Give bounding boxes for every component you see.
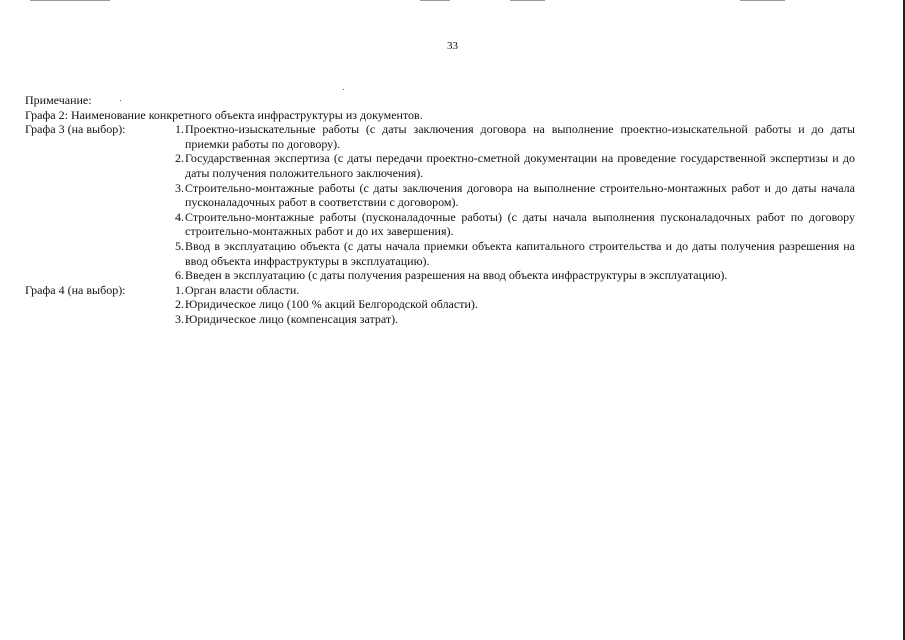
item-text: Строительно-монтажные работы (с даты заключения договора на выполнение строительно-монтажных работ и до даты начала пусконаладочных работ в соответствии с договором). bbox=[185, 180, 855, 210]
notes-block bbox=[25, 93, 855, 327]
list-item bbox=[168, 181, 855, 210]
list-item bbox=[168, 210, 855, 239]
graph3-section bbox=[25, 122, 855, 283]
item-number: 3. bbox=[175, 180, 184, 195]
page-number: 33 bbox=[447, 40, 458, 52]
graph4-label: Графа 4 (на выбор): bbox=[25, 282, 126, 297]
item-number: 4. bbox=[175, 209, 184, 224]
list-item bbox=[168, 151, 855, 180]
item-number: 6. bbox=[175, 268, 184, 283]
scan-speck bbox=[343, 89, 344, 90]
item-text: Юридическое лицо (компенсация затрат). bbox=[185, 311, 399, 326]
graph4-section bbox=[25, 283, 855, 327]
item-text: Строительно-монтажные работы (пусконаладочные работы) (с даты начала выполнения пусконаладочных работ по договору строительно-монтажных работ и до их завершения). bbox=[185, 209, 855, 239]
item-number: 1. bbox=[175, 122, 184, 137]
item-text: Ввод в эксплуатацию объекта (с даты начала приемки объекта капитального строительства и до даты получения разрешения на ввод объекта инфраструктуры в эксплуатацию). bbox=[185, 238, 855, 268]
scan-top-artifacts bbox=[0, 0, 905, 2]
item-number: 1. bbox=[175, 282, 184, 297]
graph3-list bbox=[168, 122, 855, 283]
item-number: 3. bbox=[175, 311, 184, 326]
list-item bbox=[168, 122, 855, 151]
item-text: Орган власти области. bbox=[185, 282, 300, 297]
list-item bbox=[168, 312, 855, 327]
graph4-list bbox=[168, 283, 855, 327]
graph2-note: Графа 2: Наименование конкретного объекта инфраструктуры из документов. bbox=[25, 107, 423, 122]
note-heading: Примечание: bbox=[25, 93, 92, 107]
item-text: Введен в эксплуатацию (с даты получения разрешения на ввод объекта инфраструктуры в эксплуатацию). bbox=[185, 268, 728, 283]
list-item bbox=[168, 239, 855, 268]
item-text: Государственная экспертиза (с даты передачи проектно-сметной документации на проведение государственной экспертизы и до даты получения положительного заключения). bbox=[185, 151, 855, 180]
list-item bbox=[168, 283, 855, 298]
item-text: Юридическое лицо (100 % акций Белгородской области). bbox=[185, 297, 478, 312]
list-item bbox=[168, 297, 855, 312]
item-number: 5. bbox=[175, 238, 184, 253]
item-number: 2. bbox=[175, 151, 184, 166]
item-text: Проектно-изыскательные работы (с даты заключения договора на выполнение проектно-изыскательной работы и до даты приемки работы по договору). bbox=[185, 122, 855, 151]
item-number: 2. bbox=[175, 297, 184, 312]
graph3-label: Графа 3 (на выбор): bbox=[25, 122, 126, 137]
list-item bbox=[168, 268, 855, 283]
